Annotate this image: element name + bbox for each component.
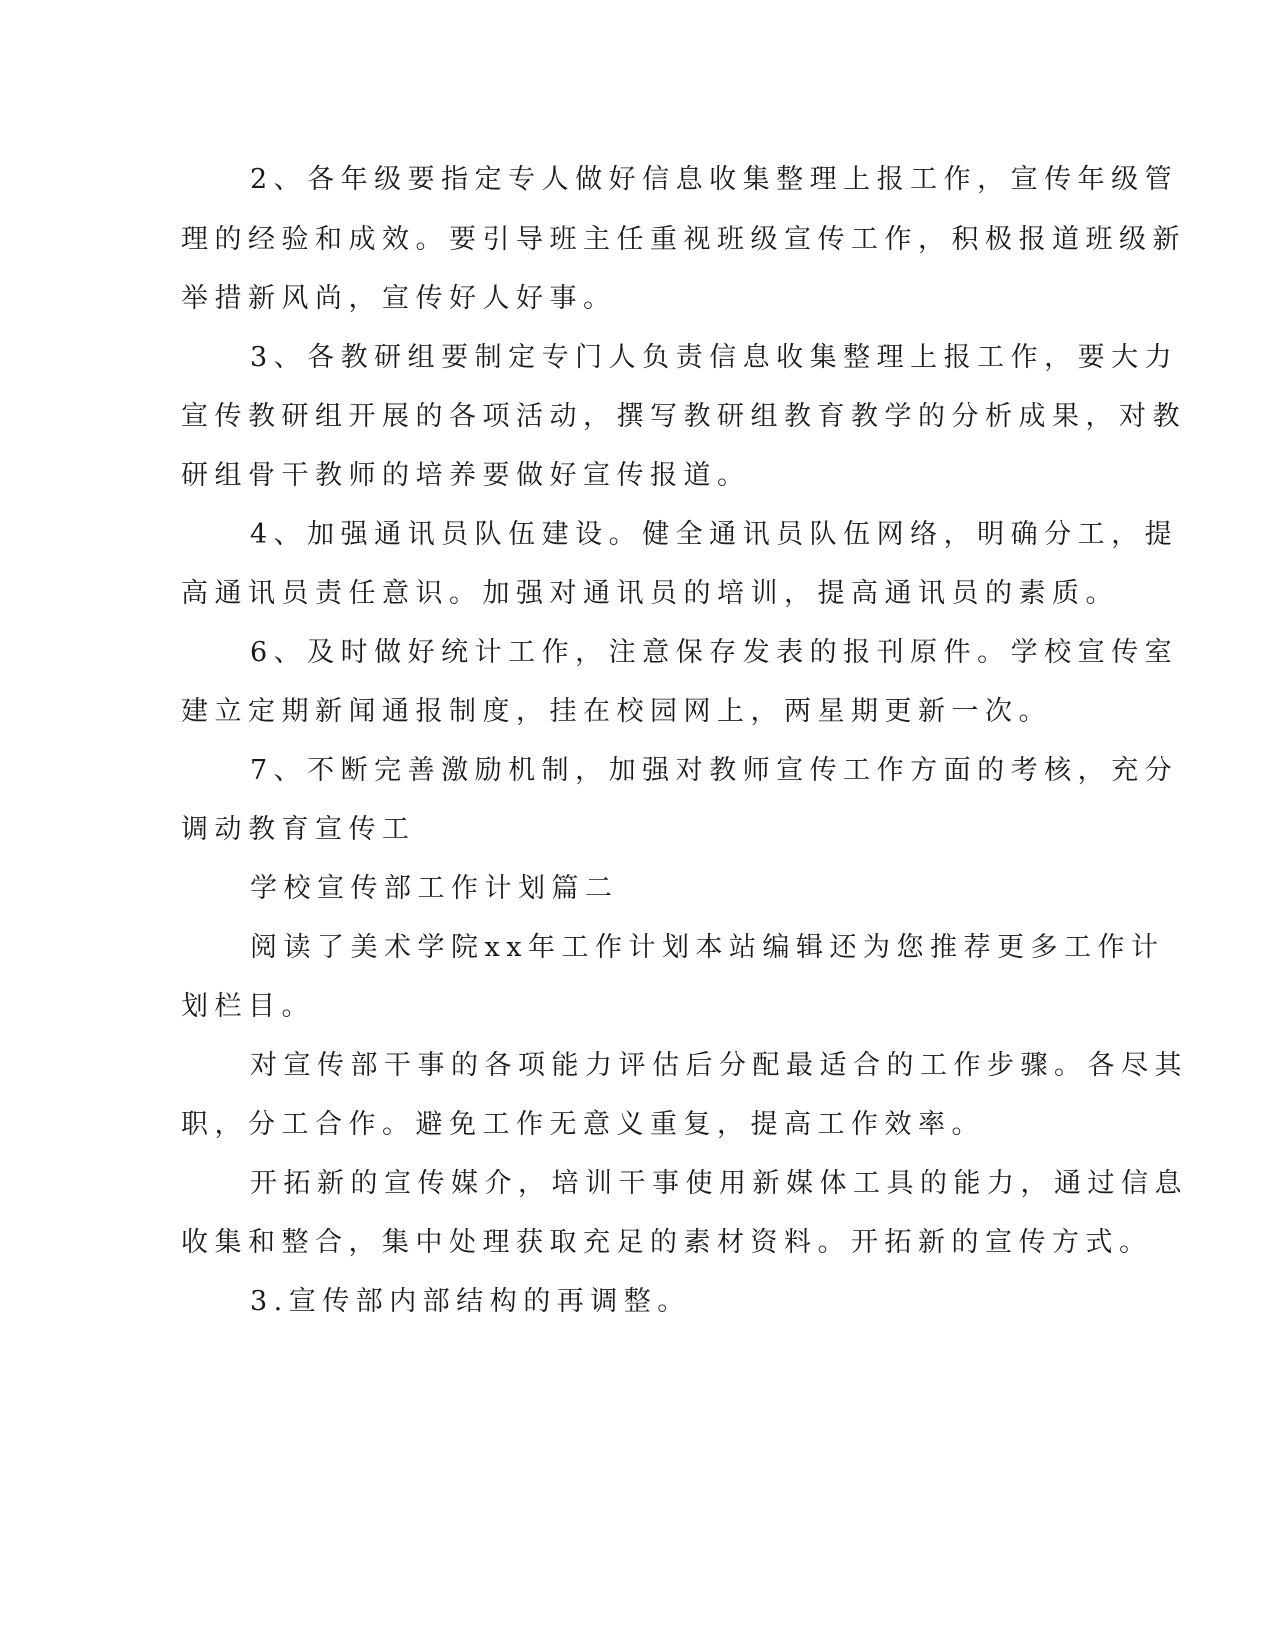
paragraph-7-line-1: 7、不断完善激励机制，加强对教师宣传工作方面的考核，充分 [250,755,1179,786]
media-paragraph-line-1: 开拓新的宣传媒介，培训干事使用新媒体工具的能力，通过信息 [250,1168,1188,1199]
paragraph-7-line-2: 调动教育宣传工 [181,814,416,845]
media-paragraph-line-2: 收集和整合，集中处理获取充足的素材资料。开拓新的宣传方式。 [181,1227,1153,1258]
paragraph-4-line-2: 高通讯员责任意识。加强对通讯员的培训，提高通讯员的素质。 [181,578,1119,609]
paragraph-2-line-3: 举措新风尚，宣传好人好事。 [181,283,617,314]
paragraph-2-line-1: 2、各年级要指定专人做好信息收集整理上报工作，宣传年级管 [250,164,1179,195]
structure-paragraph-line-1: 3.宣传部内部结构的再调整。 [250,1286,691,1317]
paragraph-3-line-2: 宣传教研组开展的各项活动，撰写教研组教育教学的分析成果，对教 [181,401,1186,432]
ability-paragraph-line-2: 职，分工合作。避免工作无意义重复，提高工作效率。 [181,1109,985,1140]
section-heading: 学校宣传部工作计划篇二 [250,873,619,904]
paragraph-4-line-1: 4、加强通讯员队伍建设。健全通讯员队伍网络，明确分工，提 [250,519,1179,550]
ability-paragraph-line-1: 对宣传部干事的各项能力评估后分配最适合的工作步骤。各尽其 [250,1050,1188,1081]
intro-line-1: 阅读了美术学院xx年工作计划本站编辑还为您推荐更多工作计 [250,932,1165,963]
paragraph-3-line-3: 研组骨干教师的培养要做好宣传报道。 [181,460,751,491]
paragraph-2-line-2: 理的经验和成效。要引导班主任重视班级宣传工作，积极报道班级新 [181,224,1186,255]
paragraph-3-line-1: 3、各教研组要制定专门人负责信息收集整理上报工作，要大力 [250,342,1179,373]
intro-line-2: 划栏目。 [181,991,315,1022]
paragraph-6-line-2: 建立定期新闻通报制度，挂在校园网上，两星期更新一次。 [181,696,1052,727]
paragraph-6-line-1: 6、及时做好统计工作，注意保存发表的报刊原件。学校宣传室 [250,637,1179,668]
